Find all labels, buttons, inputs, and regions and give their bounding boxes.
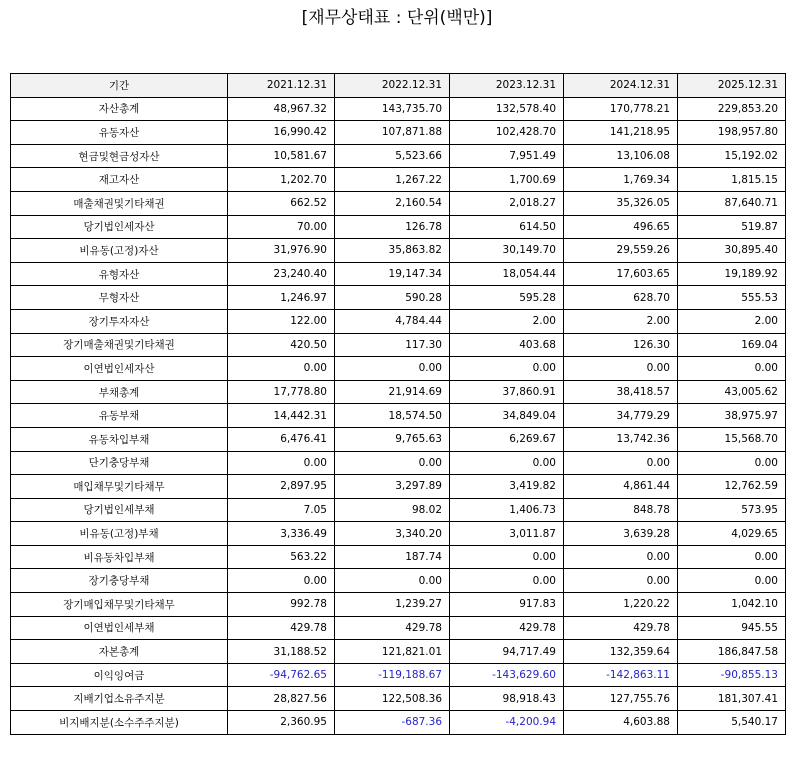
cell-value: 28,827.56 <box>228 687 335 711</box>
cell-value: 6,269.67 <box>450 427 564 451</box>
table-row <box>11 427 786 451</box>
cell-value: 121,821.01 <box>335 640 450 664</box>
row-label: 비유동(고정)부채 <box>11 522 228 546</box>
cell-value: 181,307.41 <box>678 687 786 711</box>
cell-value: 0.00 <box>335 569 450 593</box>
table-row <box>11 168 786 192</box>
cell-value: 4,029.65 <box>678 522 786 546</box>
table-row <box>11 286 786 310</box>
cell-value: 19,147.34 <box>335 262 450 286</box>
cell-value: 35,326.05 <box>564 191 678 215</box>
cell-value: 0.00 <box>678 357 786 381</box>
cell-value: 17,603.65 <box>564 262 678 286</box>
cell-value: 107,871.88 <box>335 121 450 145</box>
row-label: 자본총계 <box>11 640 228 664</box>
cell-value: 3,639.28 <box>564 522 678 546</box>
row-label: 유동차입부채 <box>11 427 228 451</box>
cell-value: 3,297.89 <box>335 475 450 499</box>
cell-value: 2,360.95 <box>228 711 335 735</box>
cell-value: 1,406.73 <box>450 498 564 522</box>
cell-value: 429.78 <box>228 616 335 640</box>
row-label: 유동자산 <box>11 121 228 145</box>
cell-value: 7,951.49 <box>450 144 564 168</box>
cell-value: 1,815.15 <box>678 168 786 192</box>
cell-value: 19,189.92 <box>678 262 786 286</box>
header-year: 2025.12.31 <box>678 74 786 98</box>
row-label: 현금및현금성자산 <box>11 144 228 168</box>
row-label: 당기법인세부채 <box>11 498 228 522</box>
cell-value: 1,700.69 <box>450 168 564 192</box>
table-row <box>11 616 786 640</box>
cell-value: 34,779.29 <box>564 404 678 428</box>
cell-value: 127,755.76 <box>564 687 678 711</box>
cell-value: 102,428.70 <box>450 121 564 145</box>
cell-value: 2,018.27 <box>450 191 564 215</box>
row-label: 유형자산 <box>11 262 228 286</box>
cell-value: 37,860.91 <box>450 380 564 404</box>
cell-value: 10,581.67 <box>228 144 335 168</box>
cell-value: 3,336.49 <box>228 522 335 546</box>
row-label: 이연법인세부채 <box>11 616 228 640</box>
cell-value: 429.78 <box>450 616 564 640</box>
cell-value: 429.78 <box>564 616 678 640</box>
cell-value: 0.00 <box>450 451 564 475</box>
row-label: 재고자산 <box>11 168 228 192</box>
table-row <box>11 498 786 522</box>
header-period: 기간 <box>11 74 228 98</box>
cell-value: 117.30 <box>335 333 450 357</box>
table-row <box>11 215 786 239</box>
table-row <box>11 239 786 263</box>
table-row <box>11 357 786 381</box>
row-label: 매출채권및기타채권 <box>11 191 228 215</box>
cell-value: 98,918.43 <box>450 687 564 711</box>
cell-value: -119,188.67 <box>335 663 450 687</box>
header-row <box>11 74 786 98</box>
cell-value: 126.30 <box>564 333 678 357</box>
cell-value: 0.00 <box>678 545 786 569</box>
cell-value: 2.00 <box>450 309 564 333</box>
cell-value: 2.00 <box>678 309 786 333</box>
cell-value: 0.00 <box>678 451 786 475</box>
cell-value: 0.00 <box>564 545 678 569</box>
cell-value: 590.28 <box>335 286 450 310</box>
cell-value: 4,861.44 <box>564 475 678 499</box>
cell-value: 555.53 <box>678 286 786 310</box>
cell-value: 132,578.40 <box>450 97 564 121</box>
cell-value: 35,863.82 <box>335 239 450 263</box>
cell-value: 1,042.10 <box>678 593 786 617</box>
cell-value: 126.78 <box>335 215 450 239</box>
table-row <box>11 522 786 546</box>
table-row <box>11 451 786 475</box>
table-row <box>11 144 786 168</box>
row-label: 부채총계 <box>11 380 228 404</box>
cell-value: 519.87 <box>678 215 786 239</box>
row-label: 비유동차입부채 <box>11 545 228 569</box>
cell-value: 6,476.41 <box>228 427 335 451</box>
header-year: 2023.12.31 <box>450 74 564 98</box>
row-label: 이연법인세자산 <box>11 357 228 381</box>
table-body <box>11 97 786 734</box>
row-label: 비유동(고정)자산 <box>11 239 228 263</box>
cell-value: 14,442.31 <box>228 404 335 428</box>
cell-value: 848.78 <box>564 498 678 522</box>
cell-value: 4,603.88 <box>564 711 678 735</box>
cell-value: 16,990.42 <box>228 121 335 145</box>
cell-value: 1,202.70 <box>228 168 335 192</box>
cell-value: 628.70 <box>564 286 678 310</box>
cell-value: -94,762.65 <box>228 663 335 687</box>
row-label: 매입채무및기타채무 <box>11 475 228 499</box>
cell-value: 187.74 <box>335 545 450 569</box>
cell-value: -4,200.94 <box>450 711 564 735</box>
cell-value: -90,855.13 <box>678 663 786 687</box>
cell-value: 1,246.97 <box>228 286 335 310</box>
cell-value: 0.00 <box>450 569 564 593</box>
balance-sheet-table <box>10 73 786 735</box>
cell-value: 38,975.97 <box>678 404 786 428</box>
header-year: 2021.12.31 <box>228 74 335 98</box>
cell-value: 21,914.69 <box>335 380 450 404</box>
cell-value: 0.00 <box>228 569 335 593</box>
cell-value: 496.65 <box>564 215 678 239</box>
cell-value: 595.28 <box>450 286 564 310</box>
header-year: 2024.12.31 <box>564 74 678 98</box>
cell-value: 122,508.36 <box>335 687 450 711</box>
cell-value: 229,853.20 <box>678 97 786 121</box>
row-label: 당기법인세자산 <box>11 215 228 239</box>
cell-value: 18,574.50 <box>335 404 450 428</box>
cell-value: 1,239.27 <box>335 593 450 617</box>
row-label: 이익잉여금 <box>11 663 228 687</box>
cell-value: 98.02 <box>335 498 450 522</box>
cell-value: 662.52 <box>228 191 335 215</box>
cell-value: 94,717.49 <box>450 640 564 664</box>
table-row <box>11 475 786 499</box>
table-row <box>11 121 786 145</box>
cell-value: 2,160.54 <box>335 191 450 215</box>
cell-value: 12,762.59 <box>678 475 786 499</box>
cell-value: 2.00 <box>564 309 678 333</box>
table-row <box>11 569 786 593</box>
table-row <box>11 191 786 215</box>
table-row <box>11 711 786 735</box>
row-label: 장기매입채무및기타채무 <box>11 593 228 617</box>
cell-value: 0.00 <box>564 569 678 593</box>
cell-value: -142,863.11 <box>564 663 678 687</box>
row-label: 자산총계 <box>11 97 228 121</box>
cell-value: 13,106.08 <box>564 144 678 168</box>
table-row <box>11 309 786 333</box>
cell-value: 3,419.82 <box>450 475 564 499</box>
cell-value: 29,559.26 <box>564 239 678 263</box>
cell-value: 1,220.22 <box>564 593 678 617</box>
row-label: 유동부채 <box>11 404 228 428</box>
cell-value: 403.68 <box>450 333 564 357</box>
cell-value: 0.00 <box>564 357 678 381</box>
row-label: 장기충당부채 <box>11 569 228 593</box>
cell-value: 34,849.04 <box>450 404 564 428</box>
cell-value: 48,967.32 <box>228 97 335 121</box>
cell-value: 5,540.17 <box>678 711 786 735</box>
cell-value: 15,192.02 <box>678 144 786 168</box>
cell-value: 3,340.20 <box>335 522 450 546</box>
cell-value: 4,784.44 <box>335 309 450 333</box>
row-label: 장기매출채권및기타채권 <box>11 333 228 357</box>
cell-value: 30,895.40 <box>678 239 786 263</box>
cell-value: 18,054.44 <box>450 262 564 286</box>
cell-value: 169.04 <box>678 333 786 357</box>
cell-value: 563.22 <box>228 545 335 569</box>
cell-value: 9,765.63 <box>335 427 450 451</box>
cell-value: 70.00 <box>228 215 335 239</box>
cell-value: 43,005.62 <box>678 380 786 404</box>
cell-value: 573.95 <box>678 498 786 522</box>
table-row <box>11 97 786 121</box>
cell-value: 945.55 <box>678 616 786 640</box>
row-label: 장기투자자산 <box>11 309 228 333</box>
cell-value: 1,267.22 <box>335 168 450 192</box>
cell-value: 0.00 <box>228 451 335 475</box>
row-label: 지배기업소유주지분 <box>11 687 228 711</box>
cell-value: 31,188.52 <box>228 640 335 664</box>
cell-value: 0.00 <box>335 451 450 475</box>
table-row <box>11 380 786 404</box>
cell-value: 429.78 <box>335 616 450 640</box>
cell-value: 2,897.95 <box>228 475 335 499</box>
page-title: [재무상태표 : 단위(백만)] <box>301 8 493 28</box>
cell-value: 0.00 <box>335 357 450 381</box>
cell-value: 17,778.80 <box>228 380 335 404</box>
cell-value: 122.00 <box>228 309 335 333</box>
table-header <box>11 74 786 98</box>
table-row <box>11 404 786 428</box>
cell-value: 87,640.71 <box>678 191 786 215</box>
table-row <box>11 687 786 711</box>
cell-value: 1,769.34 <box>564 168 678 192</box>
cell-value: 0.00 <box>450 545 564 569</box>
cell-value: 5,523.66 <box>335 144 450 168</box>
cell-value: 132,359.64 <box>564 640 678 664</box>
table-row <box>11 663 786 687</box>
cell-value: 7.05 <box>228 498 335 522</box>
cell-value: 141,218.95 <box>564 121 678 145</box>
cell-value: 0.00 <box>228 357 335 381</box>
table-row <box>11 545 786 569</box>
cell-value: -687.36 <box>335 711 450 735</box>
header-year: 2022.12.31 <box>335 74 450 98</box>
table-row <box>11 593 786 617</box>
row-label: 무형자산 <box>11 286 228 310</box>
cell-value: 31,976.90 <box>228 239 335 263</box>
cell-value: 917.83 <box>450 593 564 617</box>
cell-value: 0.00 <box>678 569 786 593</box>
cell-value: -143,629.60 <box>450 663 564 687</box>
cell-value: 13,742.36 <box>564 427 678 451</box>
cell-value: 3,011.87 <box>450 522 564 546</box>
cell-value: 0.00 <box>450 357 564 381</box>
table-row <box>11 640 786 664</box>
row-label: 비지배지분(소수주주지분) <box>11 711 228 735</box>
cell-value: 420.50 <box>228 333 335 357</box>
cell-value: 614.50 <box>450 215 564 239</box>
cell-value: 143,735.70 <box>335 97 450 121</box>
cell-value: 23,240.40 <box>228 262 335 286</box>
table-row <box>11 333 786 357</box>
cell-value: 15,568.70 <box>678 427 786 451</box>
row-label: 단기충당부채 <box>11 451 228 475</box>
table-row <box>11 262 786 286</box>
cell-value: 992.78 <box>228 593 335 617</box>
cell-value: 186,847.58 <box>678 640 786 664</box>
cell-value: 38,418.57 <box>564 380 678 404</box>
cell-value: 30,149.70 <box>450 239 564 263</box>
cell-value: 0.00 <box>564 451 678 475</box>
cell-value: 198,957.80 <box>678 121 786 145</box>
cell-value: 170,778.21 <box>564 97 678 121</box>
